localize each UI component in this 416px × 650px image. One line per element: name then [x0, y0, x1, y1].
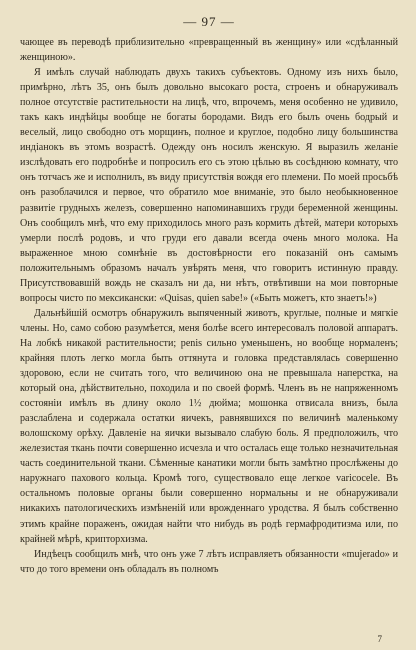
paragraph-3: Дальнѣйшій осмотръ обнаружилъ выпяченный животъ, круглые, полные и мягкіе члены. Но, само собою разумѣется, меня болѣе всего интересовалъ половой аппаратъ. На лобкѣ никакой растительности; penis сильно уменьшенъ, но вообще нормаленъ; крайняя плоть легко могла быть оттянута и головка представлялась совершенно здоровою, если не считать того, что величиною она не превышала наперстка, на который она, дѣйствительно, походила и по своей формѣ. Членъ въ не напряженномъ состояніи имѣлъ въ длину около 1½ дюйма; мошонка отвисала внизъ, была разслаблена и содержала остатки яичекъ, равнявшихся по величинѣ маленькому волошскому орѣху. Давленіе на яички вызывало слабую боль. Я предположилъ, что железистая ткань почти совершенно исчезла и что осталась еще только незначительная часть соединительной ткани. Сѣменные канатики могли быть замѣтно прослѣжены до наружнаго пахового кольца. Кромѣ того, существовало еще легкое varicocele. Въ остальномъ половые органы были совершенно нормальны и не обнаруживали никакихъ патологическихъ измѣненій или врожденнаго уродства. Я былъ собственно этимъ крайне пораженъ, ожидая найти что нибудь въ родѣ гермафродитизма или, по крайней мѣрѣ, крипторхизма.	[20, 307, 398, 545]
printer-signature-mark: 7	[377, 634, 382, 644]
paragraph-1: чающее въ переводѣ приблизительно «превращенный въ женщину» или «сдѣланный женщиною».	[20, 37, 398, 64]
page-number: — 97 —	[183, 14, 235, 29]
paragraph-2: Я имѣлъ случай наблюдать двухъ такихъ субъектовъ. Одному изъ нихъ было, примѣрно, лѣтъ 35, онъ былъ довольно высокаго роста, строенъ и обнаруживалъ полное отсутствіе растительности на лицѣ, что, впрочемъ, меня особенно не удивило, такъ какъ индѣйцы вообще не богаты бородами. Видъ его былъ очень бодрый и веселый, лицо свободно отъ морщинъ, полное и круглое, подобно лицу большинства индіанокъ въ этомъ возрастѣ. Одежду онъ носилъ женскую. Я выразилъ желаніе изслѣдовать его подробнѣе и попросилъ его съ этою цѣлью въ сосѣднюю комнату, что онъ тотчасъ же и исполнилъ, въ виду присутствія вождя его племени. По моей просьбѣ онъ разоблачился и первое, что обратило мое вниманіе, это было необыкновенное развитіе грудныхъ железъ, совершенно напоминавшихъ груди беременной женщины. Онъ сообщилъ мнѣ, что ему приходилось много разъ кормить дѣтей, матери которыхъ умерли послѣ родовъ, и что груди его давали всегда очень много молока. На выраженное мною сомнѣніе въ достовѣрности его показаній онъ самымъ положительнымъ образомъ началъ увѣрять меня, что говоритъ истинную правду. Присутствовавшій вождь не сказалъ ни да, ни нѣтъ, отвѣтивши на мои повторные вопросы чисто по мексикански: «Quisas, quien sabe!» («Быть можетъ, кто знаетъ!»)	[20, 67, 398, 304]
paragraph-4: Индѣецъ сообщилъ мнѣ, что онъ уже 7 лѣтъ исправляетъ обязанности «mujerado» и что до того времени онъ обладалъ въ полномъ	[20, 548, 398, 575]
body-text	[20, 35, 398, 577]
